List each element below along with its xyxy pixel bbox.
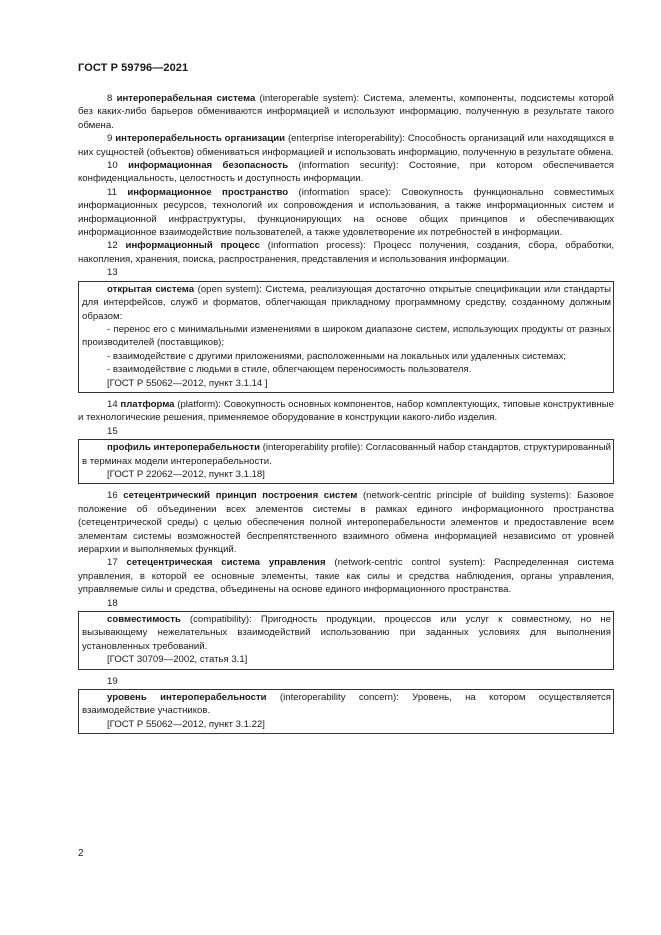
term-number-18: 18 xyxy=(107,597,118,609)
term-entry-16 xyxy=(78,489,614,556)
term-definition: (network-centric control system): Распределенная система управления, в которой ее основные элементы, такие как силы и средства наблюдения, органы управления, управляемые силы и средства, объединены на основе единого информационного пространства. xyxy=(78,557,615,596)
term-title: совместимость xyxy=(107,614,181,626)
term-number-15: 15 xyxy=(107,425,118,437)
term-entry-15 xyxy=(82,441,611,468)
term-number: 11 xyxy=(107,186,117,198)
term-number-19: 19 xyxy=(107,675,118,687)
term-number: 16 xyxy=(107,490,118,502)
term-entry-11 xyxy=(78,186,614,240)
term-number: 12 xyxy=(107,240,118,252)
term-title: уровень интероперабельности xyxy=(107,692,267,704)
source-reference: [ГОСТ Р 55062—2012, пункт 3.1.22] xyxy=(107,718,265,730)
term-number: 17 xyxy=(107,557,118,569)
term-entry-19 xyxy=(82,691,611,718)
term-title: сетецентрическая система управления xyxy=(126,557,326,569)
term-entry-13 xyxy=(82,283,611,323)
term-title: информационная безопасность xyxy=(128,160,289,172)
term-title: интероперабельность организации xyxy=(115,133,286,145)
term-definition: (compatibility): Пригодность продукции, процессов или услуг к совместному, но не вызывающему нежелательных взаимодействий использованию при заданных условиях для выполнения установленных требований. xyxy=(82,614,611,652)
term-definition: (platform): Совокупность основных компонентов, набор комплектующих, типовые конструктивные и технологические решения, применяемое оборудование в конструкции какого-либо изделия. xyxy=(78,398,614,424)
term-definition: (enterprise interoperability): Способность организаций или находящихся в них сущностей (объектов) обмениваться информацией и использовать информацию, полученную в результате обмена. xyxy=(78,133,614,158)
source-reference: [ГОСТ 30709—2002, статья 3.1] xyxy=(107,654,248,666)
term-number: 9 xyxy=(107,133,113,145)
term-definition: (interoperability profile): Согласованный набор стандартов, структурированный в терминах модели интероперабельности. xyxy=(82,442,612,467)
quoted-term-box-18 xyxy=(78,611,614,670)
term-definition: (network-centric principle of building systems): Базовое положение об объединении всех элементов системы в рамках единого информационного пространства (сетецентрической среды) с целью обеспечения полной интероперабельности элементов и предоставление всем элементам системы возможностей беспрепятственного взаимного обмена информацией независимо от уровней иерархии и выполняемых функций. xyxy=(78,490,614,555)
list-item: - взаимодействие с людьми в стиле, облегчающем переносимость пользователя. xyxy=(107,364,472,376)
term-definition: (interoperable system): Система, элементы, компоненты, подсистемы которой без каких-либо барьеров обмениваются информацией и используют информацию, полученную в результате такого обмена. xyxy=(78,93,615,131)
term-entry-10 xyxy=(78,159,614,186)
term-title: интероперабельная система xyxy=(116,93,256,104)
term-title: открытая система xyxy=(107,283,195,295)
quoted-term-box-19 xyxy=(78,689,614,734)
list-item: - перенос его с минимальными изменениями в широком диапазоне систем, использующих продукты от разных производителей (поставщиков); xyxy=(82,323,611,349)
term-entry-9 xyxy=(78,132,614,159)
term-title: профиль интероперабельности xyxy=(107,442,261,454)
source-reference: [ГОСТ Р 22062—2012, пункт 3.1.18] xyxy=(107,468,265,480)
term-number: 14 xyxy=(107,398,118,410)
term-entry-18 xyxy=(82,613,611,653)
term-title: сетецентрический принцип построения систем xyxy=(123,490,358,502)
document-header: ГОСТ Р 59796—2021 xyxy=(78,62,189,74)
term-number: 10 xyxy=(107,160,118,172)
term-number-13: 13 xyxy=(107,267,118,279)
term-entry-17 xyxy=(78,556,614,596)
term-title: информационный процесс xyxy=(125,240,260,252)
term-title: платформа xyxy=(120,398,175,410)
quoted-term-box-15 xyxy=(78,439,614,484)
quoted-term-box-13 xyxy=(78,281,614,393)
list-item: - взаимодействие с другими приложениями, расположенными на локальных или удаленных системах; xyxy=(107,350,567,362)
term-definition: (information process): Процесс получения, создания, сбора, обработки, накопления, хранения, поиска, распространения, представления и использования информации. xyxy=(78,240,615,265)
term-entry-8 xyxy=(78,92,614,132)
term-definition: (open system): Система, реализующая достаточно открытые спецификации или стандарты для интерфейсов, служб и форматов, облегчающая прикладному программному средству, созданному должным образом: xyxy=(82,283,611,322)
term-number: 8 xyxy=(107,93,113,104)
term-definition: (interoperability concern): Уровень, на котором осуществляется взаимодействие участников. xyxy=(82,692,611,717)
term-title: информационное пространство xyxy=(127,186,289,198)
page-number: 2 xyxy=(78,848,84,859)
term-definition: (information security): Состояние, при котором обеспечивается конфиденциальность, целостность и доступность информации. xyxy=(78,160,614,185)
term-entry-12 xyxy=(78,239,614,266)
term-entry-14 xyxy=(78,398,614,425)
term-definition: (information space): Совокупность функционально совместимых информационных ресурсов, технологий их сопровождения и использования, а также информационных систем и информационной инфраструктуры, функционирующих на основе общих принципов и обеспечивающих информационное взаимодействие пользователей, а также удовлетворение их потребностей в информации. xyxy=(78,186,614,239)
document-body xyxy=(78,92,614,734)
source-reference: [ГОСТ Р 55062—2012, пункт 3.1.14 ] xyxy=(107,377,268,389)
